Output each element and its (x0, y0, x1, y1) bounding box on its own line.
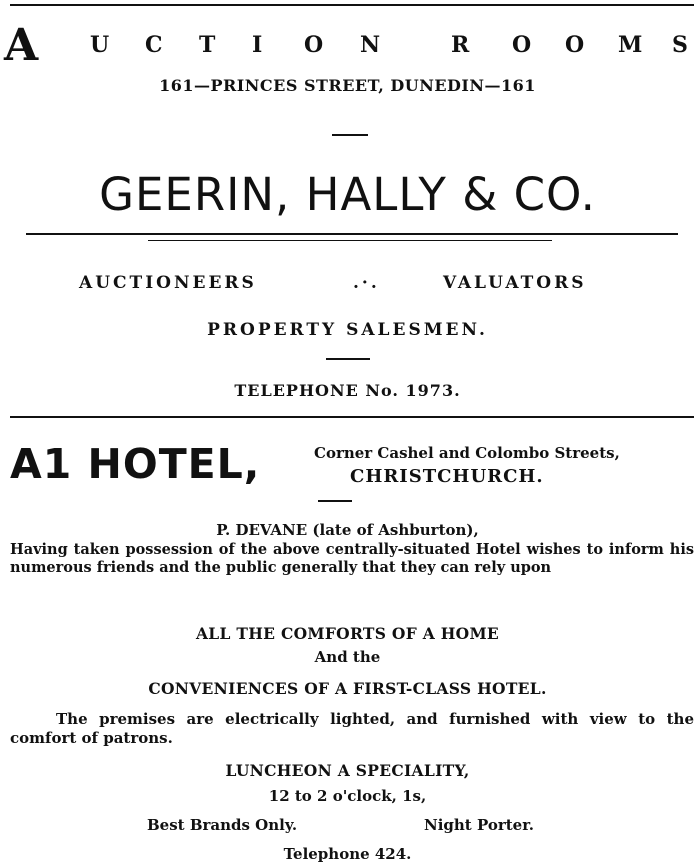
heading-letter: O (565, 32, 585, 58)
premises-paragraph (10, 710, 694, 748)
auction-address: 161—PRINCES STREET, DUNEDIN—161 (159, 76, 536, 95)
heading-letter: R (451, 32, 470, 58)
heading-letter: U (90, 32, 110, 58)
auction-telephone: TELEPHONE No. 1973. (234, 381, 461, 400)
heading-initial: A (4, 20, 39, 71)
separator-dots: .·. (353, 273, 380, 293)
heading-letter: N (360, 32, 381, 58)
proprietor-line: P. DEVANE (late of Ashburton), (216, 521, 479, 539)
luncheon-hours: 12 to 2 o'clock, 1s, (268, 787, 427, 805)
hotel-corner-address: Corner Cashel and Colombo Streets, (314, 444, 620, 462)
heading-letter: T (199, 32, 216, 58)
heading-letter: C (145, 32, 163, 58)
property-salesmen: PROPERTY SALESMEN. (207, 320, 488, 340)
short-divider (326, 358, 370, 360)
valuators-text: VALUATORS (443, 273, 587, 293)
premises-text: The premises are electrically lighted, and furnished with view to the comfort of patrons. (10, 710, 694, 747)
night-porter-text: Night Porter. (424, 816, 534, 834)
short-divider (332, 134, 368, 136)
intro-paragraph: Having taken possession of the above centrally-situated Hotel wishes to inform his numerous friends and the public generally that they can rely upon (10, 541, 694, 576)
heading-letter: S (672, 32, 688, 58)
section-divider-rule (10, 416, 694, 418)
firm-name: GEERIN, HALLY & CO. (99, 168, 596, 221)
firm-thin-rule (148, 240, 552, 241)
luncheon-line: LUNCHEON A SPECIALITY, (225, 761, 470, 780)
brands-text: Best Brands Only. (147, 816, 298, 834)
firm-underline-rule (26, 233, 678, 235)
hotel-name: A1 HOTEL, (10, 440, 261, 488)
auctioneers-text: AUCTIONEERS (79, 273, 257, 293)
heading-letter: O (512, 32, 532, 58)
hotel-telephone: Telephone 424. (283, 845, 412, 863)
heading-letter: O (304, 32, 324, 58)
short-divider (318, 500, 352, 502)
and-the-line: And the (314, 648, 381, 666)
top-border-rule (10, 4, 694, 6)
heading-letter: M (618, 32, 643, 58)
comforts-line: ALL THE COMFORTS OF A HOME (195, 624, 500, 643)
heading-letter: I (252, 32, 263, 58)
auction-rooms-heading (4, 22, 694, 74)
conveniences-line: CONVENIENCES OF A FIRST-CLASS HOTEL. (148, 679, 547, 698)
hotel-city: CHRISTCHURCH. (350, 466, 544, 487)
